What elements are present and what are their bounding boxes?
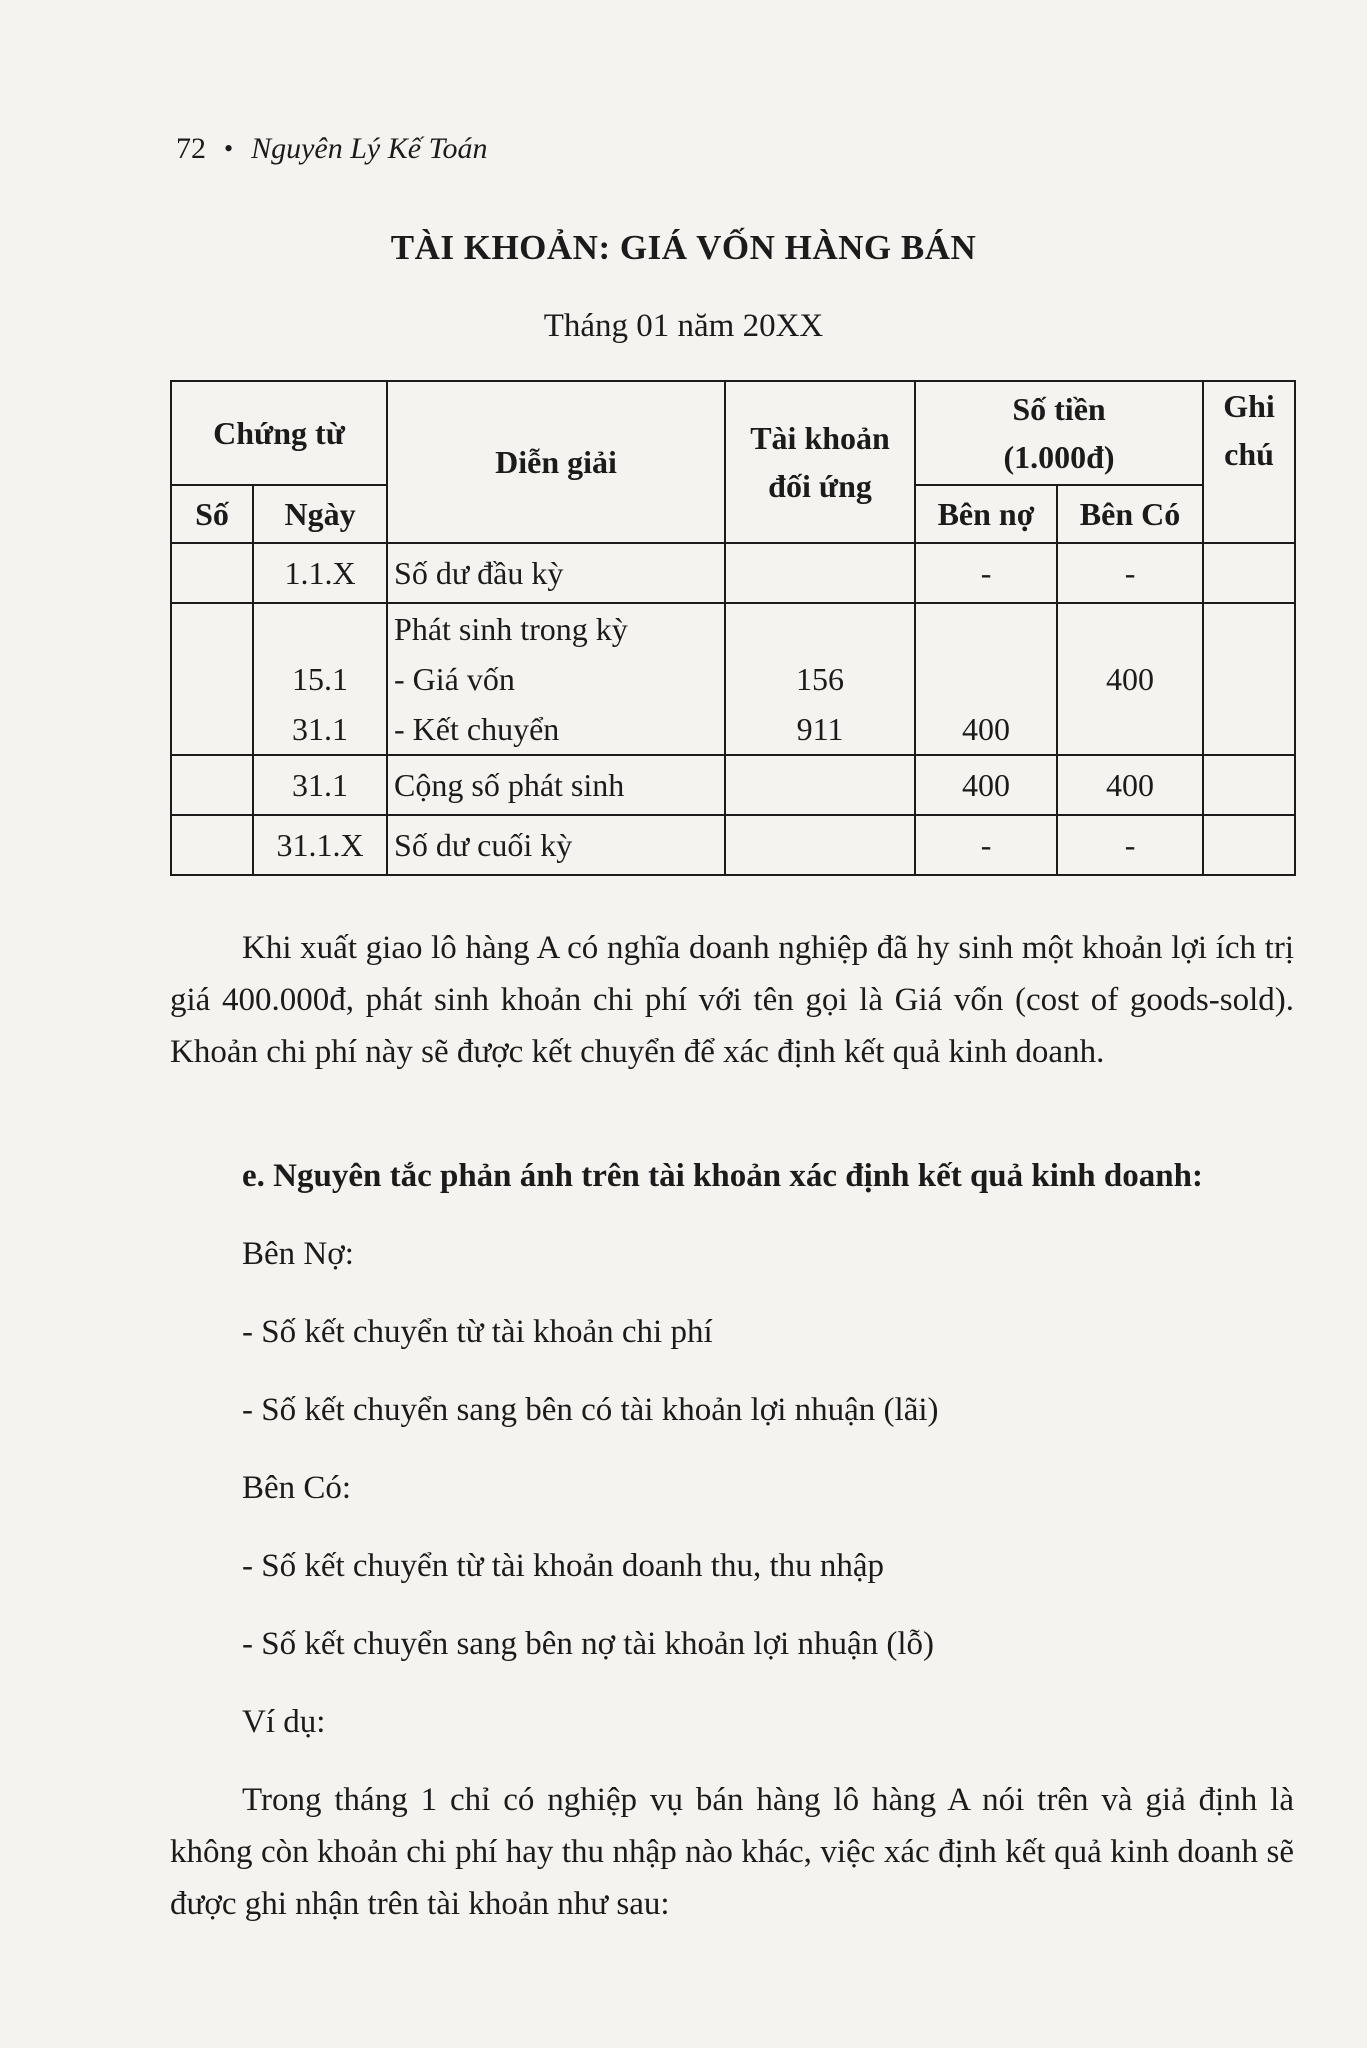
table-row-activity bbox=[171, 603, 1295, 755]
header-ghi-chu-line2: chú bbox=[1224, 436, 1274, 472]
activity-desc-1: - Giá vốn bbox=[394, 661, 515, 697]
cell-ghi-chu bbox=[1203, 603, 1295, 755]
running-header bbox=[176, 132, 488, 166]
header-chung-tu: Chứng từ bbox=[171, 381, 387, 485]
header-ben-co: Bên Có bbox=[1057, 485, 1203, 543]
cell-tai-khoan bbox=[725, 603, 915, 755]
header-ghi-chu bbox=[1203, 381, 1295, 543]
paragraph-example: Trong tháng 1 chỉ có nghiệp vụ bán hàng lô hàng A nói trên và giả định là không còn khoản chi phí hay thu nhập nào khác, việc xác định kết quả kinh doanh sẽ được ghi nhận trên tài khoản như sau: bbox=[170, 1782, 1294, 1922]
table-row-total bbox=[171, 755, 1295, 815]
activity-no-2: 400 bbox=[962, 711, 1011, 747]
body-section-2 bbox=[170, 1150, 1294, 1930]
cell-ngay bbox=[253, 603, 387, 755]
header-tai-khoan-doi-ung bbox=[725, 381, 915, 543]
cell-ghi-chu bbox=[1203, 815, 1295, 875]
cell-ngay: 31.1.X bbox=[253, 815, 387, 875]
activity-heading: Phát sinh trong kỳ bbox=[394, 611, 628, 647]
header-ben-no: Bên nợ bbox=[915, 485, 1057, 543]
ben-co-item-2: - Số kết chuyển sang bên nợ tài khoản lợi nhuận (lỗ) bbox=[242, 1626, 935, 1662]
cell-so bbox=[171, 815, 253, 875]
header-ghi-chu-line1: Ghi bbox=[1223, 388, 1275, 424]
cell-dien-giai: Cộng số phát sinh bbox=[387, 755, 725, 815]
heading-principle-e: e. Nguyên tắc phản ánh trên tài khoản xác định kết quả kinh doanh: bbox=[242, 1158, 1203, 1194]
ben-co-item-1: - Số kết chuyển từ tài khoản doanh thu, thu nhập bbox=[242, 1548, 885, 1584]
header-so-tien bbox=[915, 381, 1203, 485]
header-so-tien-line2: (1.000đ) bbox=[1003, 439, 1115, 475]
table-row-closing bbox=[171, 815, 1295, 875]
cell-ben-no: 400 bbox=[915, 755, 1057, 815]
activity-desc-2: - Kết chuyển bbox=[394, 711, 560, 747]
cell-ngay: 1.1.X bbox=[253, 543, 387, 603]
activity-tk-1: 156 bbox=[796, 661, 845, 697]
cell-ben-no: - bbox=[915, 815, 1057, 875]
label-vi-du: Ví dụ: bbox=[242, 1704, 326, 1740]
activity-ngay-2: 31.1 bbox=[292, 711, 348, 747]
cell-so bbox=[171, 755, 253, 815]
ben-no-item-1: - Số kết chuyển từ tài khoản chi phí bbox=[242, 1314, 713, 1350]
cell-ngay: 31.1 bbox=[253, 755, 387, 815]
ledger-title: TÀI KHOẢN: GIÁ VỐN HÀNG BÁN bbox=[390, 228, 977, 267]
cell-tai-khoan bbox=[725, 815, 915, 875]
header-so-tien-line1: Số tiền bbox=[1012, 391, 1106, 427]
activity-ngay-1: 15.1 bbox=[292, 661, 348, 697]
header-row-1 bbox=[171, 381, 1295, 485]
cell-dien-giai bbox=[387, 603, 725, 755]
header-dien-giai: Diễn giải bbox=[387, 381, 725, 543]
body-section-1 bbox=[170, 922, 1294, 1078]
table-row-opening bbox=[171, 543, 1295, 603]
cell-ghi-chu bbox=[1203, 543, 1295, 603]
header-tai-khoan-line2: đối ứng bbox=[768, 468, 872, 504]
cell-so bbox=[171, 543, 253, 603]
header-bullet: • bbox=[224, 134, 234, 163]
cell-ben-no bbox=[915, 603, 1057, 755]
ben-no-item-2: - Số kết chuyển sang bên có tài khoản lợi nhuận (lãi) bbox=[242, 1392, 939, 1428]
label-ben-co: Bên Có: bbox=[242, 1470, 352, 1506]
header-so: Số bbox=[171, 485, 253, 543]
activity-co-1: 400 bbox=[1106, 661, 1155, 697]
header-tai-khoan-line1: Tài khoản bbox=[750, 420, 890, 456]
cell-ghi-chu bbox=[1203, 755, 1295, 815]
book-title: Nguyên Lý Kế Toán bbox=[251, 132, 488, 165]
ledger-table bbox=[170, 380, 1296, 876]
header-ngay: Ngày bbox=[253, 485, 387, 543]
page-number: 72 bbox=[176, 132, 206, 165]
cell-ben-co bbox=[1057, 603, 1203, 755]
cell-tai-khoan bbox=[725, 543, 915, 603]
cell-dien-giai: Số dư đầu kỳ bbox=[387, 543, 725, 603]
cell-so bbox=[171, 603, 253, 755]
cell-ben-co: 400 bbox=[1057, 755, 1203, 815]
cell-ben-co: - bbox=[1057, 543, 1203, 603]
cell-ben-no: - bbox=[915, 543, 1057, 603]
paragraph-cost-explanation: Khi xuất giao lô hàng A có nghĩa doanh nghiệp đã hy sinh một khoản lợi ích trị giá 400.000đ, phát sinh khoản chi phí với tên gọi là Giá vốn (cost of goods-sold). Khoản chi phí này sẽ được kết chuyển để xác định kết quả kinh doanh. bbox=[170, 930, 1294, 1070]
cell-ben-co: - bbox=[1057, 815, 1203, 875]
label-ben-no: Bên Nợ: bbox=[242, 1236, 354, 1272]
cell-dien-giai: Số dư cuối kỳ bbox=[387, 815, 725, 875]
activity-tk-2: 911 bbox=[796, 711, 844, 747]
cell-tai-khoan bbox=[725, 755, 915, 815]
ledger-subtitle: Tháng 01 năm 20XX bbox=[543, 308, 824, 344]
